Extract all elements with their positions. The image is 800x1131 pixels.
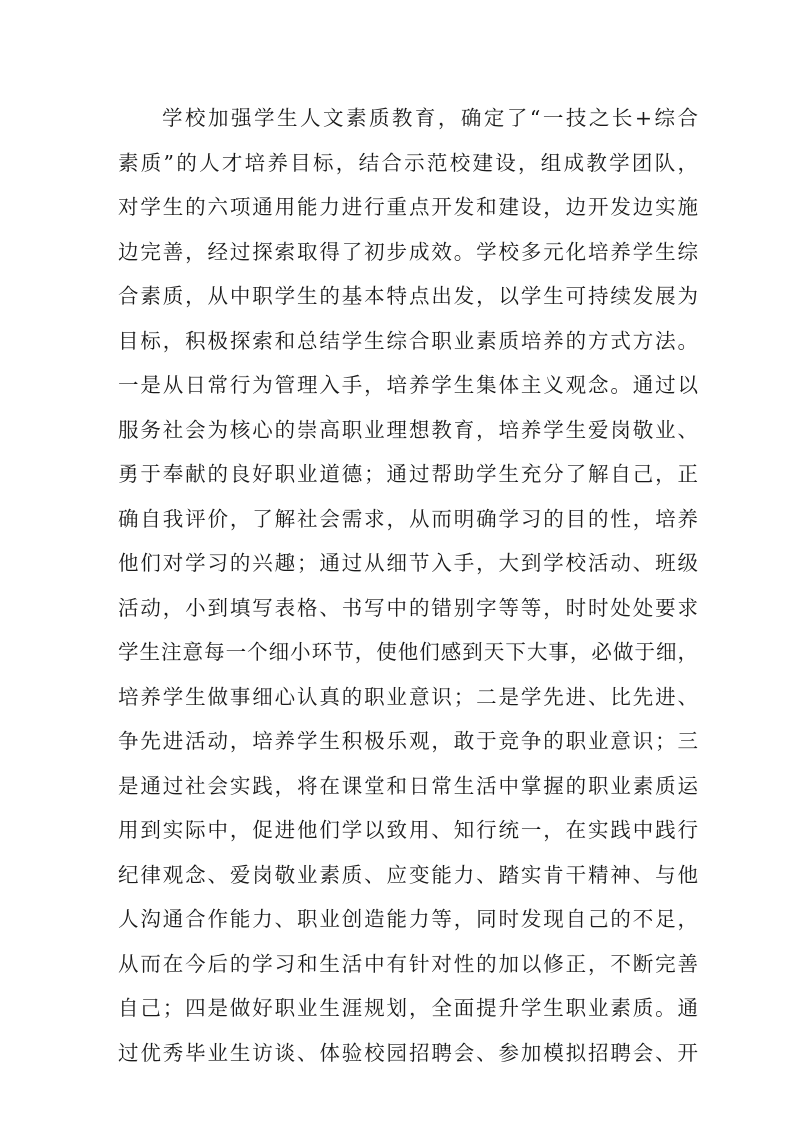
paragraph-line: 服务社会为核心的崇高职业理想教育，培养学生爱岗敬业、 [118,417,698,442]
paragraph-line: 目标，积极探索和总结学生综合职业素质培养的方式方法。 [118,328,698,353]
paragraph-line: 用到实际中，促进他们学以致用、知行统一，在实践中践行 [118,818,698,842]
paragraph-line: 培养学生做事细心认真的职业意识；二是学先进、比先进、 [118,684,698,709]
paragraph-line: 争先进活动，培养学生积极乐观，敢于竞争的职业意识；三 [118,729,698,753]
paragraph-line: 勇于奉献的良好职业道德；通过帮助学生充分了解自己，正 [118,462,698,486]
paragraph-line: 素质”的人才培养目标，结合示范校建设，组成教学团队， [118,150,698,175]
paragraph-line: 活动，小到填写表格、书写中的错别字等等，时时处处要求 [118,595,698,620]
paragraph-line: 边完善，经过探索取得了初步成效。学校多元化培养学生综 [118,239,698,264]
paragraph-line: 学校加强学生人文素质教育，确定了“一技之长+综合 [162,106,698,130]
paragraph-line: 对学生的六项通用能力进行重点开发和建设，边开发边实施 [118,195,698,219]
paragraph-line: 人沟通合作能力、职业创造能力等，同时发现自己的不足， [118,907,698,931]
paragraph-line: 学生注意每一个细小环节，使他们感到天下大事，必做于细， [118,640,698,664]
paragraph-line: 是通过社会实践，将在课堂和日常生活中掌握的职业素质运 [118,773,698,798]
paragraph-line: 自己；四是做好职业生涯规划，全面提升学生职业素质。通 [118,996,698,1020]
paragraph-line: 过优秀毕业生访谈、体验校园招聘会、参加模拟招聘会、开 [118,1040,698,1065]
paragraph-line: 一是从日常行为管理入手，培养学生集体主义观念。通过以 [118,373,698,397]
paragraph-line: 纪律观念、爱岗敬业素质、应变能力、踏实肯干精神、与他 [118,862,698,887]
paragraph-line: 从而在今后的学习和生活中有针对性的加以修正，不断完善 [118,951,698,976]
body-paragraph [118,96,698,1075]
paragraph-line: 确自我评价，了解社会需求，从而明确学习的目的性，培养 [118,506,698,531]
paragraph-line: 合素质，从中职学生的基本特点出发，以学生可持续发展为 [118,284,698,308]
paragraph-line: 他们对学习的兴趣；通过从细节入手，大到学校活动、班级 [118,551,698,575]
